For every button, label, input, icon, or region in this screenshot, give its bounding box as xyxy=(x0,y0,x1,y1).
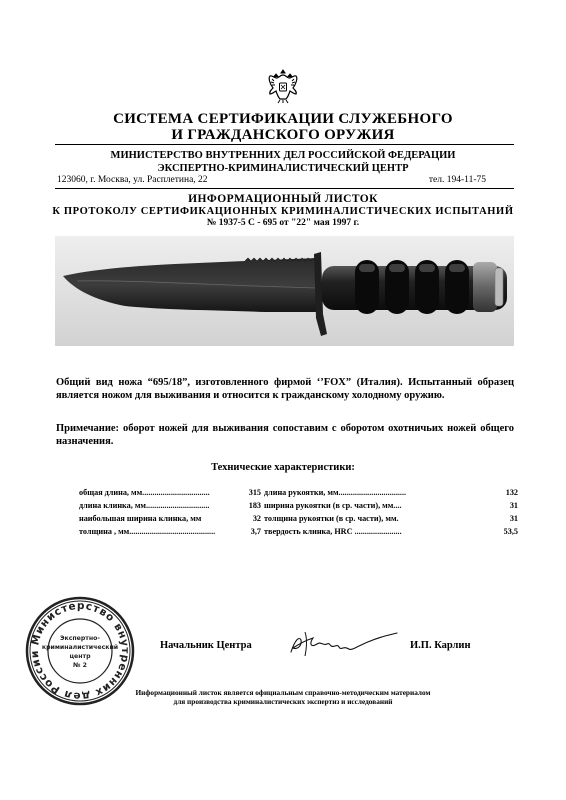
address: 123060, г. Москва, ул. Расплетина, 22 xyxy=(57,175,208,185)
spec-value: 32 xyxy=(252,514,261,523)
spec-row xyxy=(264,525,518,538)
spec-label: твердость клинка, HRC ....................... xyxy=(264,527,402,536)
spec-value: 315 xyxy=(248,488,261,497)
spec-label: ширина рукоятки (в ср. части), мм.... xyxy=(264,501,402,510)
address-divider xyxy=(55,188,514,189)
spec-value: 31 xyxy=(509,501,518,510)
protocol-number: № 1937-5 С - 695 от "22" мая 1997 г. xyxy=(206,218,360,228)
footer-line2: для производства криминалистических экспертиз и исследований xyxy=(173,697,393,706)
note-text: Примечание: оборот ножей для выживания сопоставим с оборотом охотничьих ножей общего назначения. xyxy=(56,423,514,447)
phone-number: тел. 194-11-75 xyxy=(428,175,486,185)
spec-value: 183 xyxy=(248,501,261,510)
spec-row xyxy=(79,486,261,499)
system-title-line1: СИСТЕМА СЕРТИФИКАЦИИ СЛУЖЕБНОГО xyxy=(113,111,453,127)
stamp-ring-text: Министерство внутренних дел России xyxy=(28,599,132,703)
header-divider xyxy=(55,144,514,145)
knife-photo xyxy=(55,236,514,346)
spec-value: 3,7 xyxy=(250,527,261,536)
specs-left-column xyxy=(79,486,261,538)
spec-row xyxy=(264,486,518,499)
spec-value: 53,5 xyxy=(503,527,518,536)
spec-label: длина клинка, мм............................... xyxy=(79,501,210,510)
specs-right-column xyxy=(264,486,518,538)
spec-label: длина рукоятки, мм................................. xyxy=(264,488,407,497)
spec-label: толщина , мм.......................................... xyxy=(79,527,216,536)
spec-value: 132 xyxy=(505,488,518,497)
stamp-inner-line1: Экспертно- xyxy=(60,635,100,642)
document-title: ИНФОРМАЦИОННЫЙ ЛИСТОК xyxy=(188,193,378,205)
spec-row xyxy=(79,499,261,512)
spec-row xyxy=(79,525,261,538)
spec-row xyxy=(264,499,518,512)
stamp-inner-line2: криминалистический xyxy=(41,644,119,651)
spec-label: толщина рукоятки (в ср. части), мм. xyxy=(264,514,399,523)
protocol-subtitle: К ПРОТОКОЛУ СЕРТИФИКАЦИОННЫХ КРИМИНАЛИСТИЧЕСКИХ ИСПЫТАНИЙ xyxy=(52,206,514,217)
footer-line1: Информационный листок является официальным справочно-методическим материалом xyxy=(135,688,431,697)
signer-position: Начальник Центра xyxy=(160,640,252,651)
spec-row xyxy=(264,512,518,525)
double-headed-eagle-emblem-icon xyxy=(263,66,303,106)
knife-description: Общий вид ножа “695/18”, изготовленного фирмой ‘’FOX” (Италия). Испытанный образец является ножом для выживания и относится к гражданскому холодному оружию. xyxy=(56,377,514,401)
spec-value: 31 xyxy=(509,514,518,523)
spec-label: наибольшая ширина клинка, мм xyxy=(79,514,202,523)
ministry-name: МИНИСТЕРСТВО ВНУТРЕННИХ ДЕЛ РОССИЙСКОЙ ФЕДЕРАЦИИ xyxy=(110,150,456,161)
spec-label: общая длина, мм................................. xyxy=(79,488,210,497)
stamp-inner-line3: центр xyxy=(69,653,91,660)
spec-row xyxy=(79,512,261,525)
center-name: ЭКСПЕРТНО-КРИМИНАЛИСТИЧЕСКИЙ ЦЕНТР xyxy=(157,163,409,174)
stamp-inner-line4: № 2 xyxy=(73,662,87,669)
system-title-line2: И ГРАЖДАНСКОГО ОРУЖИЯ xyxy=(171,127,395,143)
svg-text:Министерство внутренних дел Ро xyxy=(29,600,131,702)
specs-title: Технические характеристики: xyxy=(211,462,355,473)
handwritten-signature xyxy=(285,626,400,662)
signer-name: И.П. Карлин xyxy=(410,640,471,651)
